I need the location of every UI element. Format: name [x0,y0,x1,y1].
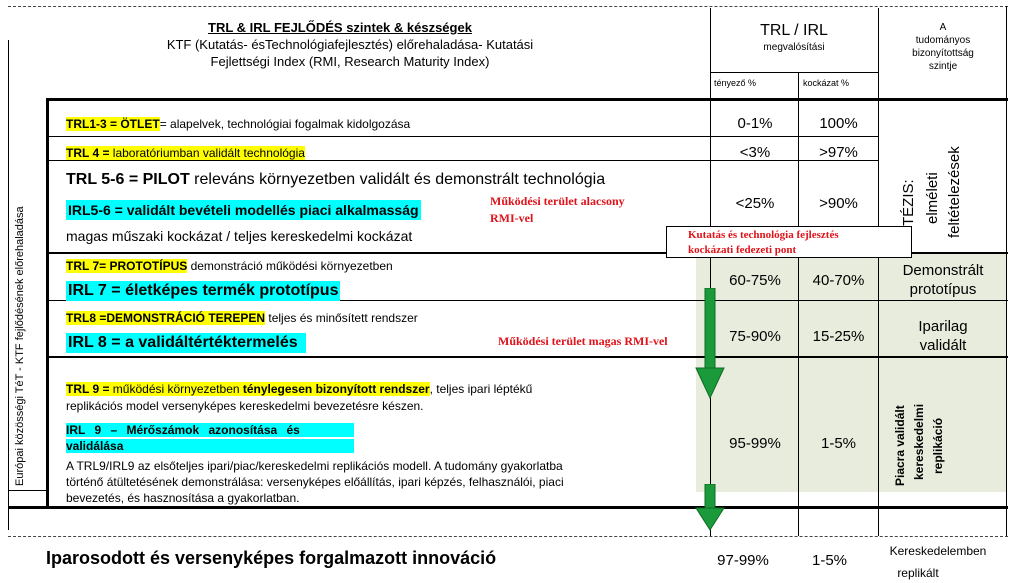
row1-desc: = alapelvek, technológiai fogalmak kidolgozása [159,117,411,131]
right-outer-line [1006,6,1007,536]
row3-irl: IRL5-6 = validált bevételi modellés piaci alkalmasság [68,202,419,218]
row5-irl: IRL 8 = a validáltértéktermelés [66,333,306,353]
row4-label: TRL 7= PROTOTÍPUS [66,259,188,273]
high-rmi: Működési terület magas RMI-vel [498,334,668,348]
row5-risk: 15-25% [812,328,865,345]
row6-line1 [66,382,646,396]
table-bottom-dashed [8,536,1008,537]
row6-level-1: Piacra validált [893,405,907,486]
row2-text [66,146,305,160]
row5-pct: 75-90% [729,328,781,345]
header-subtitle-2: Fejlettségi Index (RMI, Research Maturity Index) [210,54,490,69]
row5-label: TRL8 =DEMONSTRÁCIÓ TEREPEN [66,311,266,325]
left-box-bottom [8,490,46,491]
row1-text [66,117,410,131]
row6-note-1: A TRL9/IRL9 az elsőteljes ipari/piac/kereskedelmi replikációs modell. A tudomány gyakorlatba [66,459,563,473]
box-line2: kockázati fedezeti pont [688,244,797,256]
row6-irl-1: IRL 9 – Mérőszámok azonosítása és [66,423,354,437]
row3-desc: releváns környezetben validált és demonstrált technológia [189,171,606,188]
row3-extra: magas műszaki kockázat / teljes kereskedelmi kockázat [66,228,413,244]
row6-pct: 95-99% [729,435,781,452]
row3-pct: <25% [735,195,775,212]
row6-note-2: történő átültetésének demonstrálása: versenyképes előállítás, ipari képzés, felhasználói, piaci [66,475,564,489]
row6-irl-2: validálása [66,439,354,453]
thick-top [46,98,1008,101]
row3-line1 [66,171,605,189]
footer-risk: 1-5% [811,552,848,569]
row5-desc: teljes és minősített rendszer [265,311,418,325]
col-line-2 [798,72,799,536]
tud-line2: tudományos [915,35,971,46]
top-border [8,6,1008,8]
box-line1: Kutatás és technológia fejlesztés [688,229,839,241]
kockazat-heading: kockázat % [803,78,850,88]
row1-pct: 0-1% [737,115,773,132]
tezis-line1: TÉZIS: [900,179,917,226]
row2-risk: >97% [819,144,858,161]
row2-pct: <3% [739,144,771,161]
row5-sep [46,356,1008,358]
row4-desc: demonstráció működési környezetben [187,259,393,273]
row6-desc-c: , teljes ipari léptékű [429,382,533,396]
trl-irl-heading: TRL / IRL [760,22,828,39]
row6-desc-b: ténylegesen bizonyított rendszer [242,382,430,396]
row1-risk: 100% [819,115,858,132]
row4-irl: IRL 7 = életképes termék prototípus [68,282,339,299]
header-title: TRL & IRL FEJLŐDÉS szintek & készségek [208,20,472,35]
green-arrow-upper [694,288,726,400]
row4-pct: 60-75% [729,272,781,289]
row3-label: TRL 5-6 = PILOT [66,171,190,188]
tezis-line3: feltételezések [946,146,963,238]
row6-label: TRL 9 = [66,382,110,396]
megvalositasi-heading: megvalósítási [763,42,825,53]
row4-level-2: prototípus [909,281,977,298]
header-subtitle-1: KTF (Kutatás- ésTechnológiafejlesztés) előrehaladása- Kutatási [166,37,534,52]
tenyezo-heading: tényező % [714,78,757,88]
row1-sep [46,136,878,137]
col-line-3 [878,8,879,536]
row4-level-1: Demonstrált [902,262,984,279]
row4-risk: 40-70% [812,272,865,289]
header-sep [710,72,878,73]
left-box-right [46,98,47,490]
footer-level-2: replikált [897,566,939,580]
green-arrow-lower [694,484,726,532]
row6-level-3: replikáció [931,417,945,474]
row6-desc-a: működési környezetben [109,382,243,396]
row4-text [66,259,393,273]
row6-line2: replikációs model versenyképes kereskedelmi bevezetésre készen. [66,399,424,413]
row6-level-2: kereskedelmi [912,403,926,480]
footer-title: Iparosodott és versenyképes forgalmazott innováció [46,548,497,568]
row2-label: TRL 4 = [66,146,113,160]
row6-note-3: bevezetés, és hasznosítása a gyakorlatban. [66,491,300,505]
tud-line4: szintje [928,61,958,72]
row6-bottom [8,506,1008,509]
row5-level-1: Iparilag [918,318,968,335]
row2-desc: laboratóriumban validált technológia [112,146,305,160]
low-rmi-line2: RMI-vel [490,211,534,225]
row6-risk: 1-5% [820,435,857,452]
tud-line1: A [939,22,947,33]
row1-label: TRL1-3 = ÖTLET [66,117,160,131]
side-label: Európai közösségi TéT - KTF fejlődésének előrehaladása [14,206,26,486]
row3-risk: >90% [819,195,858,212]
row5-text [66,311,418,325]
low-rmi-line1: Működési terület alacsony [490,194,625,208]
tezis-line2: elméleti [924,172,941,224]
col-line-1 [710,8,711,536]
row5-level-2: validált [919,337,967,354]
footer-level-1: Kereskedelemben [889,544,987,558]
left-outer-line [8,40,9,530]
footer-pct: 97-99% [717,552,769,569]
tud-line3: bizonyítottság [912,48,974,59]
